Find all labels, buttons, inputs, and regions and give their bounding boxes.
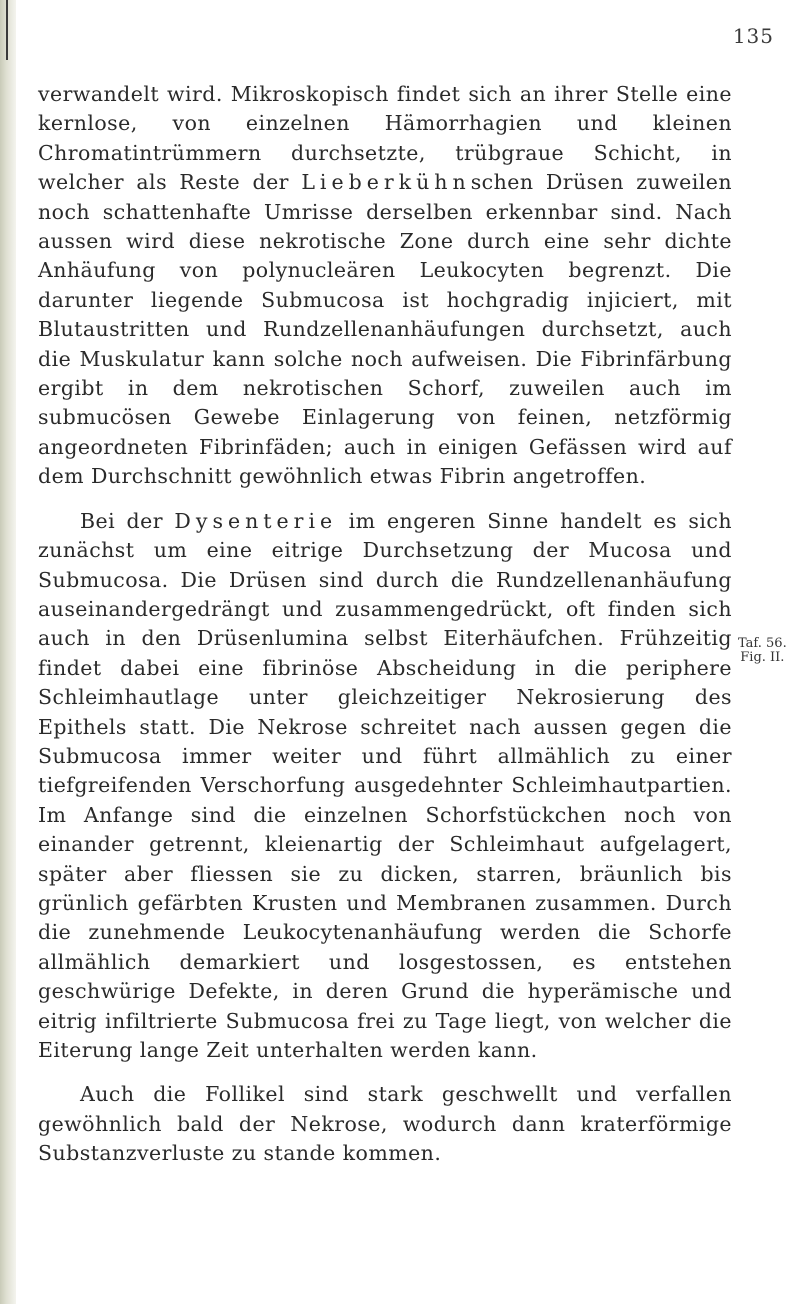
page-number: 135 xyxy=(732,24,774,48)
margin-note-plate: Taf. 56. xyxy=(738,636,787,651)
paragraph-2-text-a: Bei der xyxy=(80,508,175,533)
body-text xyxy=(38,80,732,1169)
binding-mark xyxy=(6,0,8,60)
margin-note-figure-reference xyxy=(738,637,787,665)
name-lieberkuehn: Lieberkühn xyxy=(301,170,471,195)
term-dysenterie: Dysenterie xyxy=(174,508,338,533)
margin-note-figure: Fig. II. xyxy=(740,650,785,665)
paragraph-2-text-b: im engeren Sinne handelt es sich zunächst um eine eitrige Durchsetzung der Mucosa und Submucosa. Die Drüsen sind durch die Rundzellenanhäufung auseinandergedrängt und zusammengedrückt, oft finden sich auch in den Drüsenlumina selbst Eiterhäufchen. Frühzeitig findet dabei eine fibrinöse Abscheidung in die periphere Schleimhautlage unter gleichzeitiger Nekrosierung des Epithels statt. Die Nekrose schreitet nach aussen gegen die Submucosa immer weiter und führt allmählich zu einer tiefgreifenden Verschorfung ausgedehnter Schleimhautpartien. Im Anfange sind die einzelnen Schorfstückchen noch von einander getrennt, kleienartig der Schleimhaut aufgelagert, später aber fliessen sie zu dicken, starren, bräunlich bis grünlich gefärbten Krusten und Membranen zusammen. Durch die zunehmende Leukocytenanhäufung werden die Schorfe allmählich demarkiert und losgestossen, es entstehen geschwürige Defekte, in deren Grund die hyperämische und eitrig infiltrierte Submucosa frei zu Tage liegt, von welcher die Eiterung lange Zeit unterhalten werden kann. xyxy=(38,508,732,1062)
paragraph-1-text-b: schen Drüsen zuweilen noch schattenhafte Umrisse derselben erkennbar sind. Nach aussen wird diese nekrotische Zone durch eine sehr dichte Anhäufung von polynucleären Leukocyten begrenzt. Die darunter liegende Submucosa ist hochgradig injiciert, mit Blutaustritten und Rundzellenanhäufungen durchsetzt, auch die Muskulatur kann solche noch aufweisen. Die Fibrinfärbung ergibt in dem nekrotischen Schorf, zuweilen auch im submucösen Gewebe Einlagerung von feinen, netzförmig angeordneten Fibrinfäden; auch in einigen Gefässen wird auf dem Durchschnitt gewöhnlich etwas Fibrin angetroffen. xyxy=(38,170,732,489)
paragraph-1-text-a: verwandelt wird. Mikroskopisch findet sich an ihrer Stelle eine kernlose, von einzelnen Hämorrhagien und kleinen Chromatintrümmern durchsetzte, trübgraue Schicht, in welcher als Reste der xyxy=(38,82,732,195)
paragraph-3: Auch die Follikel sind stark geschwellt und verfallen gewöhnlich bald der Nekrose, wodurch dann kraterförmige Substanzverluste zu stande kommen. xyxy=(38,1082,732,1166)
paragraph-2 xyxy=(38,507,732,1066)
page-binding-edge xyxy=(0,0,16,1304)
paragraph-1 xyxy=(38,80,732,492)
